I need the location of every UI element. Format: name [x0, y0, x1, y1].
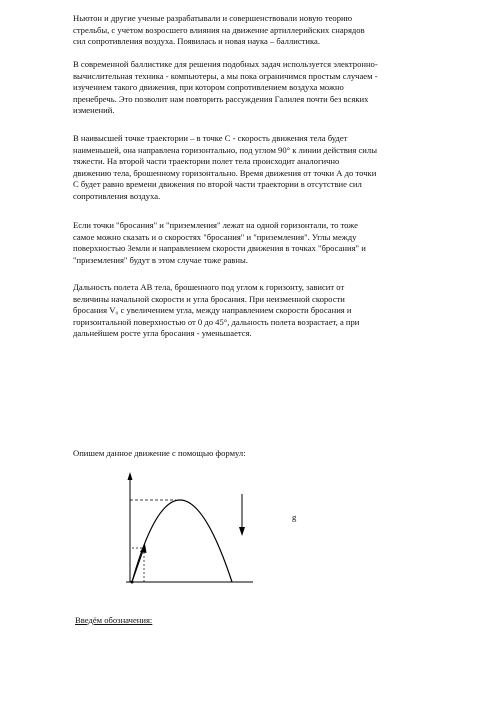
text-line: В наивысшей точке траектории – в точке С - скорость движения тела будет [73, 133, 348, 143]
text-line: сопротивления воздуха. [73, 190, 161, 201]
text-line: Дальность полета АВ тела, брошенного под углом к горизонту, зависит от [73, 282, 345, 292]
text-line: наименьшей, она направлена горизонтально, под углом 90° к линии действия силы [73, 144, 377, 155]
text-line: "приземления" будут в этом случае тоже равны. [73, 254, 248, 265]
text-line: пренебречь. Это позволит нам повторить рассуждения Галилея почти без всяких [73, 93, 369, 104]
paragraph-modern-ballistics [73, 59, 433, 117]
text-line: изменений. [73, 105, 115, 115]
text-line: Ньютон и другие ученые разрабатывали и совершенствовали новую теорию [73, 13, 353, 23]
text-line: горизонтальной поверхностью от 0 до 45°, дальность полета возрастает, а при [73, 316, 360, 327]
notation-heading: Введём обозначения: [75, 615, 153, 625]
paragraph-launch-landing [73, 220, 433, 266]
text-line: движению тела, брошенному горизонтально. Время движения от точки А до точки [73, 167, 377, 178]
launch-point [131, 581, 134, 584]
text-line: бросания V₀ с увеличением угла, между направлением скорости бросания и [73, 305, 352, 315]
text-line: вычислительная техника - компьютеры, а мы пока ограничимся простым случаем - [73, 70, 378, 81]
trajectory-curve [132, 500, 232, 582]
gravity-arrowhead [239, 527, 245, 536]
text-line: Если точки "бросания" и "приземления" лежат на одной горизонтали, то тоже [73, 220, 358, 230]
paragraph-highest-point [73, 133, 433, 202]
text-line: самое можно сказать и о скоростях "бросания" и "приземления". Углы между [73, 231, 357, 242]
y-axis-arrowhead [128, 472, 133, 480]
text-line: тяжести. На второй части траектории полет тела происходит аналогично [73, 156, 340, 166]
initial-velocity-arrowhead [140, 544, 147, 553]
paragraph-ballistics-intro [73, 13, 433, 48]
text-line: поверхностью Земли и направлением скорости движения в точках "бросания" и [73, 243, 366, 253]
trajectory-figure [118, 470, 258, 590]
text-line: стрельбы, с учетом возросшего влияния на движение артиллерийских снарядов [73, 24, 365, 35]
text-line: В современной баллистике для решения подобных задач используется электронно- [73, 59, 378, 69]
text-line: изучением такого движения, при котором сопротивлением воздуха можно [73, 82, 344, 92]
figure-caption: Опишем данное движение с помощью формул: [73, 448, 246, 458]
gravity-label: g [292, 512, 297, 522]
initial-velocity-arrow [132, 548, 144, 582]
text-line: С будет равно времени движения по второй части траектории в отсутствие сил [73, 179, 362, 189]
paragraph-flight-range [73, 282, 433, 340]
text-line: величины начальной скорости и угла бросания. При неизменной скорости [73, 293, 345, 304]
text-line: сил сопротивления воздуха. Появилась и новая наука – баллистика. [73, 36, 321, 46]
text-line: дальнейшем росте угла бросания - уменьшается. [73, 328, 252, 338]
